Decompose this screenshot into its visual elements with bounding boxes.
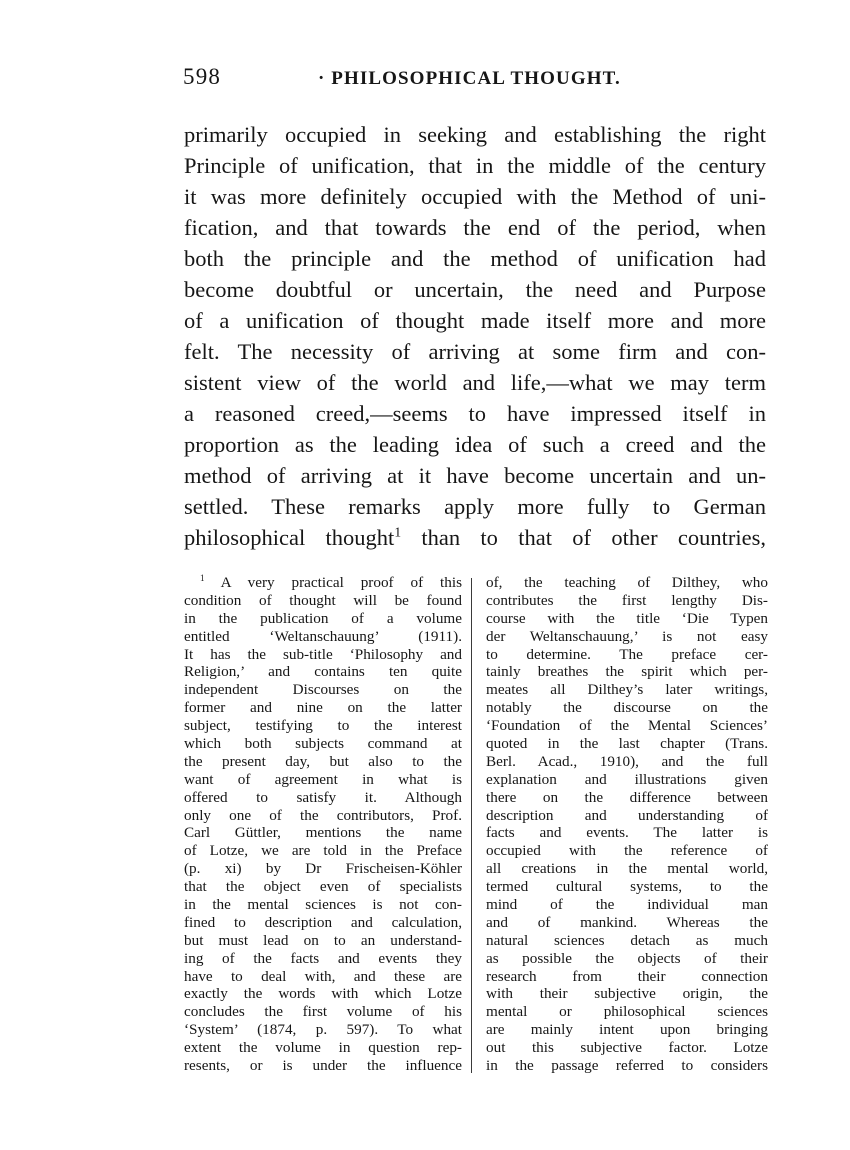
footnote-line: in the mental sciences is not con- — [184, 896, 462, 914]
footnote-line: offered to satisfy it. Although — [184, 788, 462, 806]
body-last-line-before: philosophical thought — [184, 525, 395, 550]
body-line: of a unification of thought made itself more and more — [184, 308, 766, 333]
footnote-line: explanation and illustrations given — [486, 770, 768, 788]
footnote-line: which both subjects command at — [184, 735, 462, 753]
footnote-line: facts and events. The latter is — [486, 824, 768, 842]
footnote-line: mind of the individual man — [486, 896, 768, 914]
footnote-line: occupied with the reference of — [486, 842, 768, 860]
body-line: settled. These remarks apply more fully to German — [184, 494, 766, 519]
body-line: Principle of unification, that in the middle of the century — [184, 153, 766, 178]
body-last-line-after: than to that of other countries, — [401, 525, 766, 550]
footnote-line: of Lotze, we are told in the Preface — [184, 842, 462, 860]
footnote-line: there on the difference between — [486, 788, 768, 806]
footnote-first-line-text: A very practical proof of this — [204, 574, 462, 591]
footnote-line: extent the volume in question rep- — [184, 1039, 462, 1057]
body-line: primarily occupied in seeking and establishing the right — [184, 122, 766, 147]
footnote-line: former and nine on the latter — [184, 699, 462, 717]
footnote-line: as possible the objects of their — [486, 949, 768, 967]
footnote-line: are mainly intent upon bringing — [486, 1021, 768, 1039]
footnote-line: ing of the facts and events they — [184, 949, 462, 967]
footnote-line: only one of the contributors, Prof. — [184, 806, 462, 824]
footnote-line: Religion,’ and contains ten quite — [184, 663, 462, 681]
footnote-line: research from their connection — [486, 967, 768, 985]
footnote-line: entitled ‘Weltanschauung’ (1911). — [184, 627, 462, 645]
body-line: felt. The necessity of arriving at some firm and con- — [184, 339, 766, 364]
footnote-line: have to deal with, and these are — [184, 967, 462, 985]
body-line-last — [184, 522, 766, 553]
running-head: · PHILOSOPHICAL THOUGHT. — [318, 68, 621, 89]
footnote-line: concludes the first volume of his — [184, 1003, 462, 1021]
footnote-line: termed cultural systems, to the — [486, 878, 768, 896]
page-number: 598 — [183, 64, 222, 89]
footnote-line: natural sciences detach as much — [486, 931, 768, 949]
footnote-line: all creations in the mental world, — [486, 860, 768, 878]
footnote-line: fined to description and calculation, — [184, 913, 462, 931]
footnote-right-column — [486, 574, 768, 1075]
footnote-line: Carl Güttler, mentions the name — [184, 824, 462, 842]
footnote-line: and of mankind. Whereas the — [486, 913, 768, 931]
footnote-line: ‘Foundation of the Mental Sciences’ — [486, 717, 768, 735]
body-line: sistent view of the world and life,—what we may term — [184, 370, 766, 395]
footnote-line: ‘System’ (1874, p. 597). To what — [184, 1021, 462, 1039]
footnote-marker: 1 — [200, 574, 205, 583]
footnote-line: condition of thought will be found — [184, 591, 462, 609]
footnote-line: resents, or is under the influence — [184, 1057, 462, 1075]
footnote-area — [184, 574, 768, 1086]
body-line: both the principle and the method of unification had — [184, 246, 766, 271]
footnote-line: It has the sub-title ‘Philosophy and — [184, 645, 462, 663]
footnote-line: of, the teaching of Dilthey, who — [486, 574, 768, 591]
footnote-line: out this subjective factor. Lotze — [486, 1039, 768, 1057]
footnote-line: exactly the words with which Lotze — [184, 985, 462, 1003]
footnote-line: the present day, but also to the — [184, 752, 462, 770]
body-paragraph — [184, 119, 766, 553]
footnote-line: der Weltanschauung,’ is not easy — [486, 627, 768, 645]
footnote-line: but must lead on to an understand- — [184, 931, 462, 949]
footnote-line: course with the title ‘Die Typen — [486, 609, 768, 627]
footnote-line: notably the discourse on the — [486, 699, 768, 717]
footnote-line: tainly breathes the spirit which per- — [486, 663, 768, 681]
body-line: become doubtful or uncertain, the need and Purpose — [184, 277, 766, 302]
footnote-line: meates all Dilthey’s later writings, — [486, 681, 768, 699]
footnote-line: subject, testifying to the interest — [184, 717, 462, 735]
footnote-line: Berl. Acad., 1910), and the full — [486, 752, 768, 770]
footnote-line: contributes the first lengthy Dis- — [486, 591, 768, 609]
footnote-line: to determine. The preface cer- — [486, 645, 768, 663]
body-line: fication, and that towards the end of the period, when — [184, 215, 766, 240]
footnote-line: mental or philosophical sciences — [486, 1003, 768, 1021]
footnote-line: quoted in the last chapter (Trans. — [486, 735, 768, 753]
body-line: proportion as the leading idea of such a creed and the — [184, 432, 766, 457]
body-line: it was more definitely occupied with the Method of uni- — [184, 184, 766, 209]
body-line: method of arriving at it have become uncertain and un- — [184, 463, 766, 488]
footnote-line: description and understanding of — [486, 806, 768, 824]
footnote-line: with their subjective origin, the — [486, 985, 768, 1003]
page-header — [183, 62, 768, 96]
footnote-first-line — [184, 574, 462, 592]
footnote-line: (p. xi) by Dr Frischeisen-Köhler — [184, 860, 462, 878]
footnote-left-column — [184, 574, 462, 1075]
column-divider — [471, 578, 472, 1073]
footnote-line: independent Discourses on the — [184, 681, 462, 699]
footnote-line: want of agreement in what is — [184, 770, 462, 788]
footnote-line: in the passage referred to considers — [486, 1057, 768, 1075]
footnote-reference[interactable]: 1 — [394, 524, 402, 540]
footnote-line: in the publication of a volume — [184, 609, 462, 627]
body-line: a reasoned creed,—seems to have impressed itself in — [184, 401, 766, 426]
footnote-line: that the object even of specialists — [184, 878, 462, 896]
